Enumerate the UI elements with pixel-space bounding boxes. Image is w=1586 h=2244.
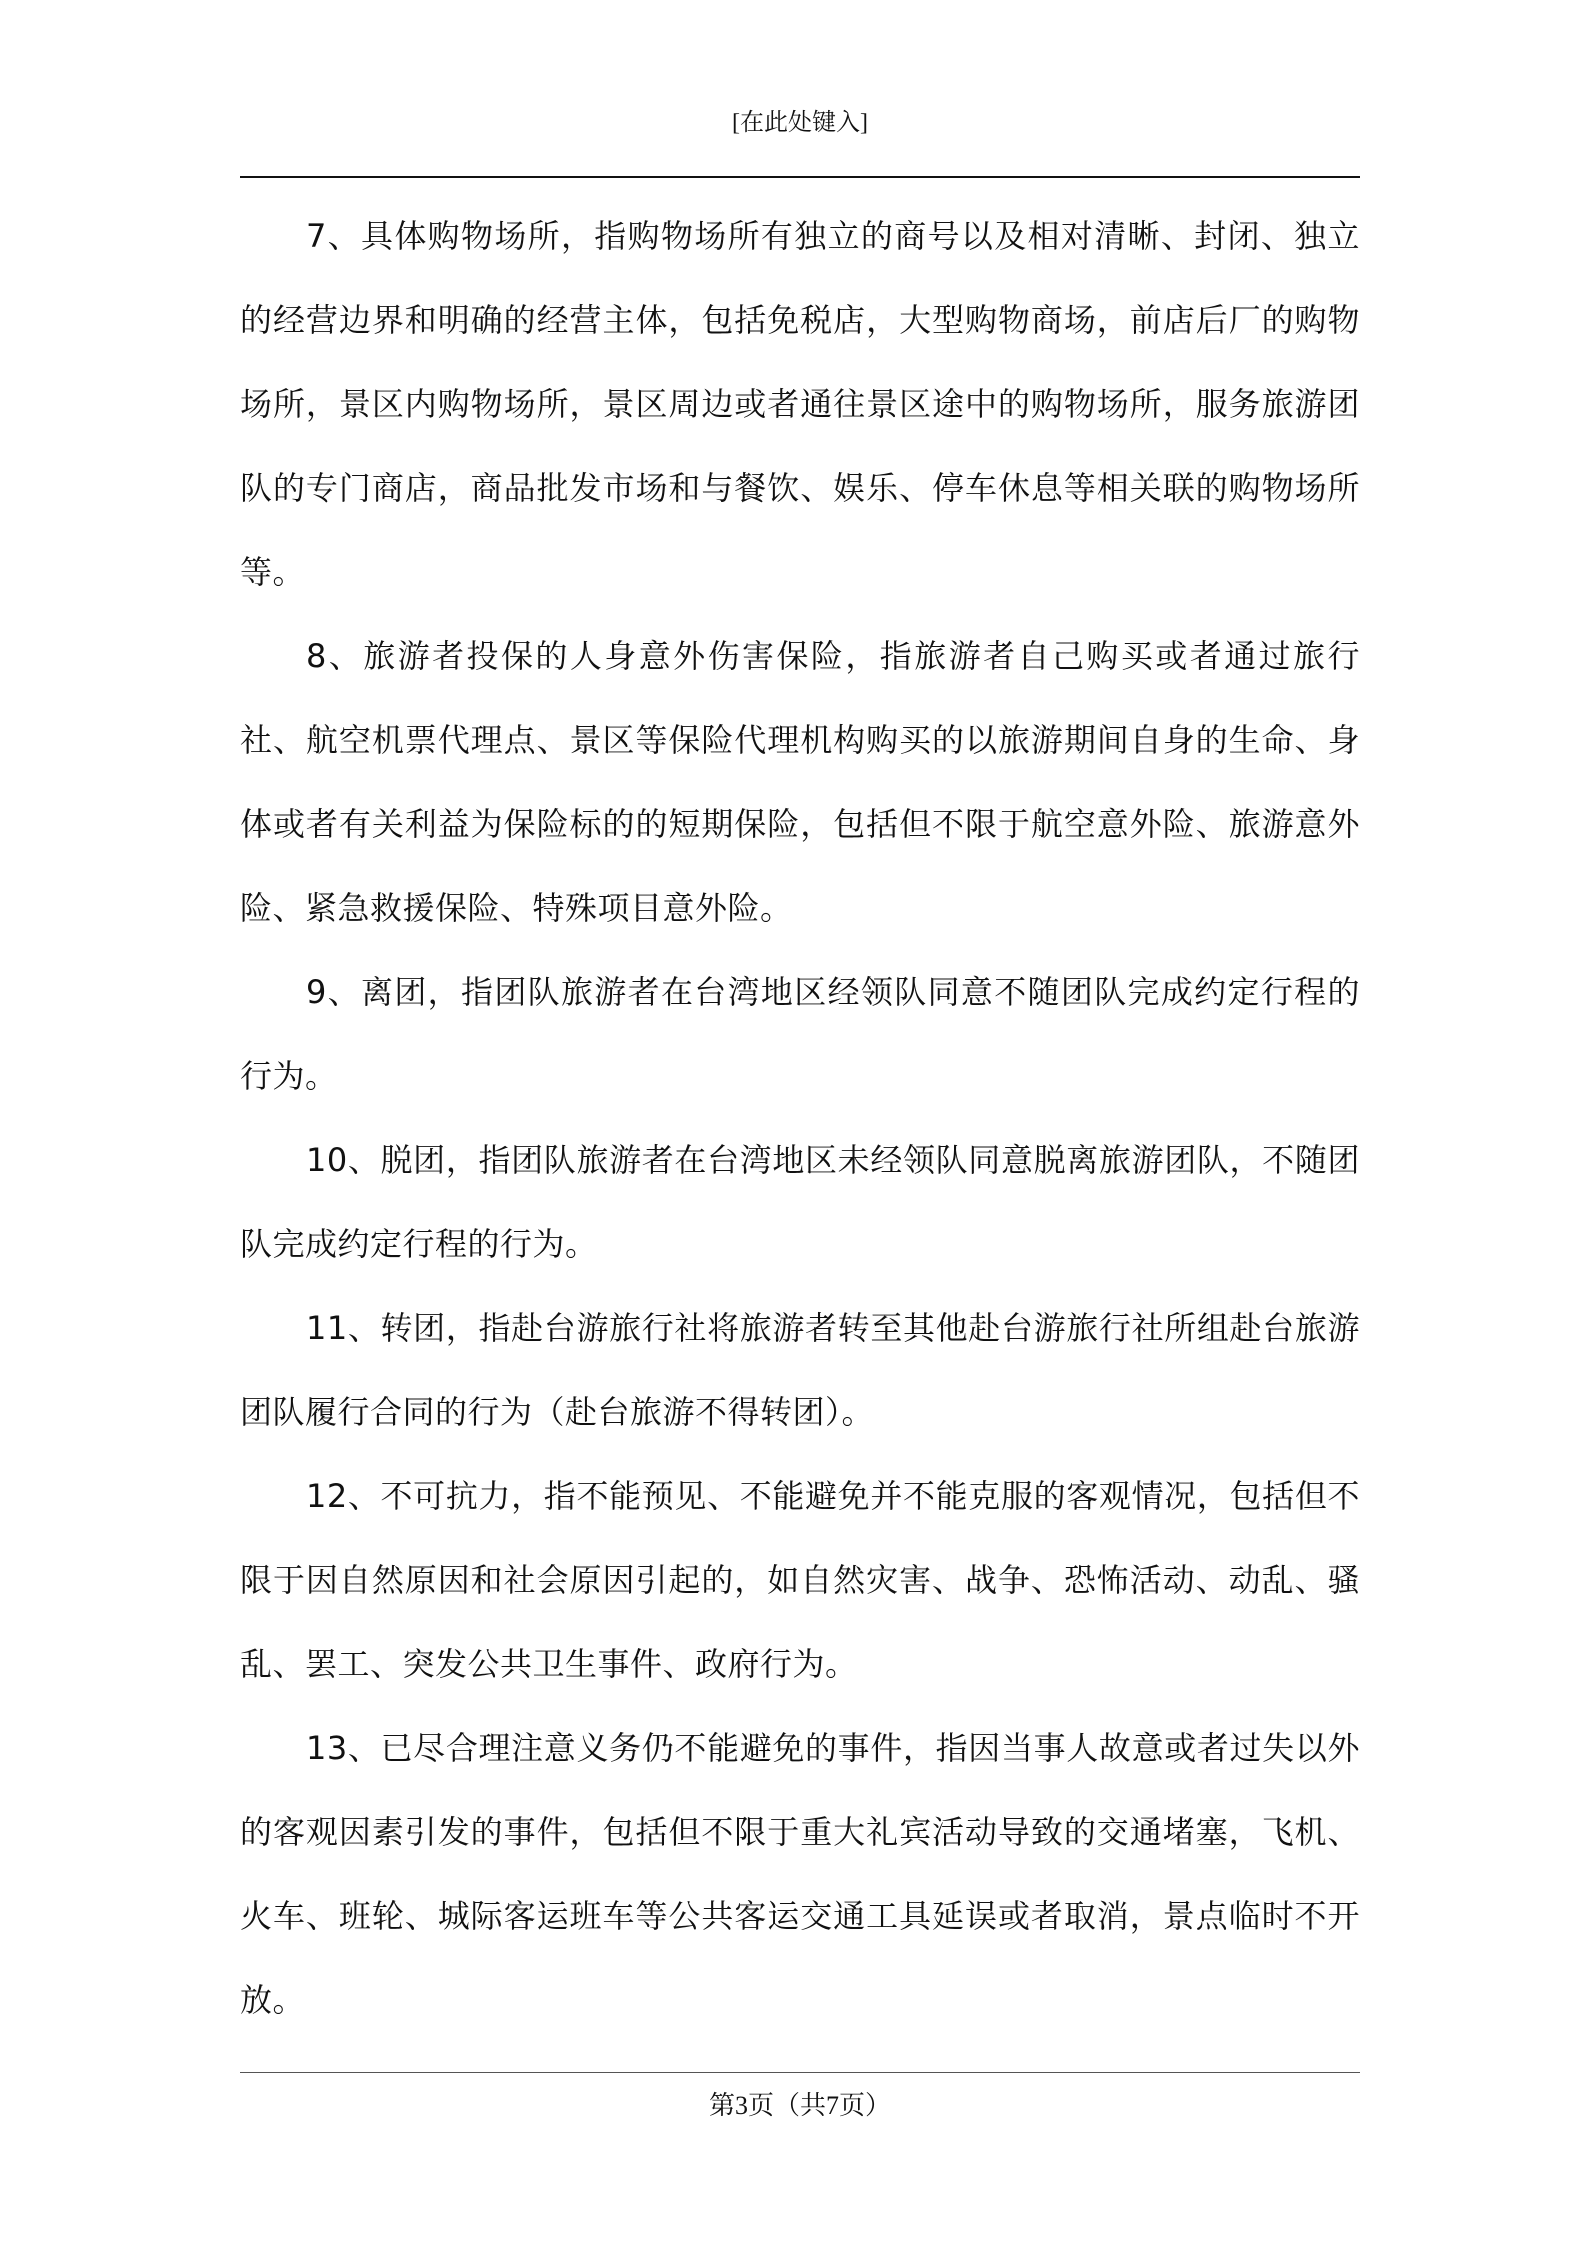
paragraph-item-7: 7、具体购物场所，指购物场所有独立的商号以及相对清晰、封闭、独立的经营边界和明确的经营主体，包括免税店，大型购物商场，前店后厂的购物场所，景区内购物场所，景区周边或者通往景区途中的购物场所，服务旅游团队的专门商店，商品批发市场和与餐饮、娱乐、停车休息等相关联的购物场所等。 [240,217,1360,591]
page-header: [在此处键入] [732,110,868,136]
paragraph-item-10: 10、脱团，指团队旅游者在台湾地区未经领队同意脱离旅游团队，不随团队完成约定行程的行为。 [240,1141,1360,1263]
paragraph-item-13: 13、已尽合理注意义务仍不能避免的事件，指因当事人故意或者过失以外的客观因素引发的事件，包括但不限于重大礼宾活动导致的交通堵塞，飞机、火车、班轮、城际客运班车等公共客运交通工具延误或者取消，景点临时不开放。 [240,1729,1360,2019]
footer-divider [240,2072,1360,2073]
paragraph-item-9: 9、离团，指团队旅游者在台湾地区经领队同意不随团队完成约定行程的行为。 [240,973,1360,1095]
header-divider [240,176,1360,178]
page-number: 第3页（共7页） [708,2091,891,2120]
paragraph-item-8: 8、旅游者投保的人身意外伤害保险，指旅游者自己购买或者通过旅行社、航空机票代理点、景区等保险代理机构购买的以旅游期间自身的生命、身体或者有关利益为保险标的的短期保险，包括但不限于航空意外险、旅游意外险、紧急救援保险、特殊项目意外险。 [240,637,1360,927]
paragraph-item-11: 11、转团，指赴台游旅行社将旅游者转至其他赴台游旅行社所组赴台旅游团队履行合同的行为（赴台旅游不得转团）。 [240,1309,1360,1431]
paragraph-item-12: 12、不可抗力，指不能预见、不能避免并不能克服的客观情况，包括但不限于因自然原因和社会原因引起的，如自然灾害、战争、恐怖活动、动乱、骚乱、罢工、突发公共卫生事件、政府行为。 [240,1477,1360,1683]
document-body [240,194,1360,2042]
